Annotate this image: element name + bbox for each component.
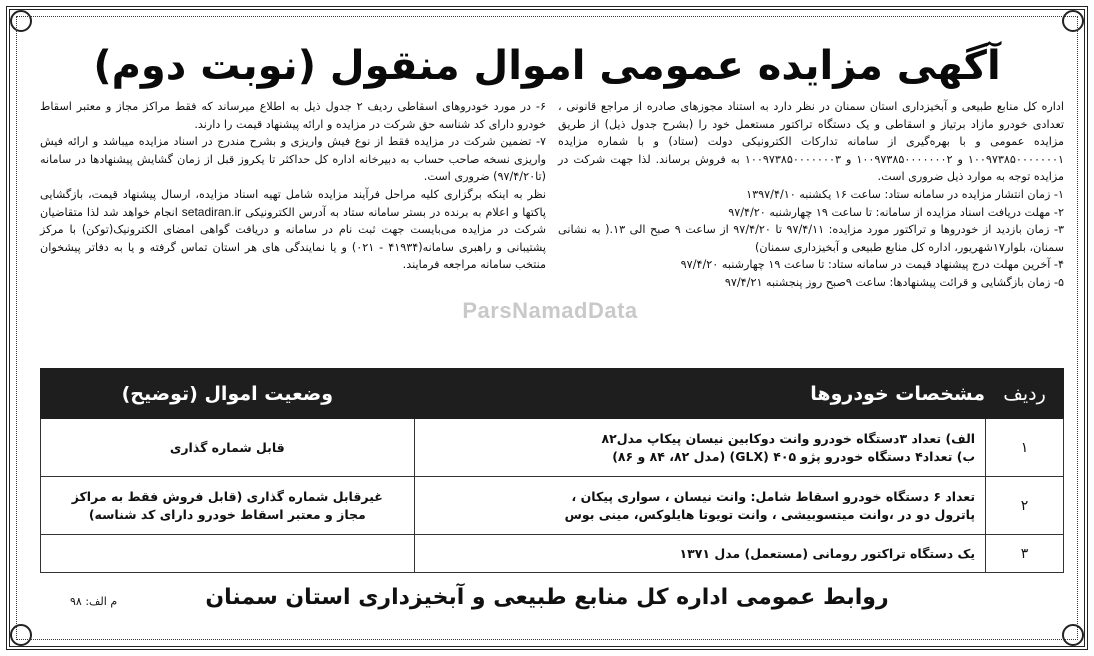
condition-item: ۳- زمان بازدید از خودروها و تراکتور مورد مزایده: ۹۷/۴/۱۱ تا ۹۷/۴/۲۰ از ساعت ۹ صبح الی ۱۳.( به نشانی سمنان، بلوار۱۷شهریور، اداره کل منابع طبیعی و آبخیزداری سمنان) — [558, 223, 1065, 254]
header-property-status: وضعیت اموال (توضیح) — [41, 369, 415, 419]
property-status — [41, 477, 415, 535]
vehicle-spec — [414, 535, 985, 573]
spec-line: پاترول دو در ،وانت میتسوبیشی ، وانت تویوتا هایلوکس، مینی بوس — [564, 506, 976, 522]
vehicle-spec — [414, 477, 985, 535]
header-vehicle-specs: مشخصات خودروها — [414, 369, 985, 419]
spec-line: الف) تعداد ۳دستگاه خودرو وانت دوکابین نیسان پیکاپ مدل۸۲ — [601, 430, 976, 446]
note-text: انجام خواهد شد لذا متقاضیان شرکت در مزایده می‌بایست جهت ثبت نام در سامانه و دریافت گواهی امضای الکترونیک(توکن) با مرکز پشتیبانی و راهبری سامانه(۴۱۹۳۴ - ۰۲۱) و یا نمایندگی های هر استان تماس گرفته و یا به دفاتر پیشخوان منتخب سامانه مراجعه فرمایند. — [40, 205, 546, 272]
ad-title: آگهی مزایده عمومی اموال منقول (نوبت دوم) — [93, 43, 1001, 89]
spec-line: تعداد ۶ دستگاه خودرو اسقاط شامل: وانت نیسان ، سواری پیکان ، — [571, 488, 976, 504]
property-status — [41, 419, 415, 477]
items-table — [40, 368, 1064, 573]
condition-item: ۲- مهلت دریافت اسناد مزایده از سامانه: تا ساعت ۱۹ چهارشنبه ۹۷/۴/۲۰ — [728, 205, 1064, 219]
status-line: مجاز و معتبر اسقاط خودرو دارای کد شناسه) — [88, 506, 366, 522]
table-header-row — [41, 369, 1064, 419]
registration-note — [40, 186, 546, 274]
table-row — [41, 535, 1064, 573]
spec-line: ب) تعداد۴ دستگاه خودرو پژو ۴۰۵ (GLX) (مدل ۸۲، ۸۴ و ۸۶) — [612, 448, 976, 464]
condition-item: ۴- آخرین مهلت درج پیشنهاد قیمت در سامانه ستاد: تا ساعت ۱۹ چهارشنبه ۹۷/۴/۲۰ — [680, 258, 1064, 272]
condition-item: ۷- تضمین شرکت در مزایده فقط از نوع فیش واریزی و بشرح مندرج در اسناد مزایده میباشد و ارائه فیش واریزی نسخه صاحب حساب به دبیرخانه اداره کل حداکثر تا یکروز قبل از زمان گشایش پیشنهادها در سامانه (تا۹۷/۴/۲۰) ضروری است. — [40, 135, 546, 184]
row-number: ۳ — [986, 535, 1064, 573]
row-number: ۲ — [986, 477, 1064, 535]
table-row — [41, 419, 1064, 477]
property-status — [41, 535, 415, 573]
condition-item: ۱- زمان انتشار مزایده در سامانه ستاد: ساعت ۱۶ یکشنبه ۱۳۹۷/۴/۱۰ — [746, 187, 1064, 201]
vehicle-spec — [414, 419, 985, 477]
spec-line: یک دستگاه تراکتور رومانی (مستعمل) مدل ۱۳۷۱ — [679, 545, 976, 561]
row-number: ۱ — [986, 419, 1064, 477]
note-text: نظر به اینکه برگزاری کلیه مراحل فرآیند مزایده شامل تهیه اسناد مزایده، ارسال پیشنهاد قیمت، بازگشایی پاکتها و اعلام به برنده در بستر سامانه ستاد به آدرس الکترونیکی — [40, 187, 547, 219]
publication-code: م الف: ۹۸ — [70, 595, 118, 608]
header-row-number: ردیف — [986, 369, 1064, 419]
condition-item: ۵- زمان بازگشایی و قرائت پیشنهادها: ساعت ۹صبح روز پنجشنبه ۹۷/۴/۲۱ — [724, 275, 1064, 289]
footer-signature: روابط عمومی اداره کل منابع طبیعی و آبخیزداری استان سمنان — [205, 585, 889, 610]
condition-item: ۶- در مورد خودروهای اسقاطی ردیف ۲ جدول ذیل به اطلاع میرساند که فقط مراکز مجاز و معتبر اسقاط خودرو دارای کد شناسه حق شرکت در مزایده و ارائه پیشنهاد قیمت را دارند. — [40, 100, 546, 131]
setad-website: setadiran.ir — [181, 204, 242, 219]
watermark: ParsNamadData — [462, 298, 638, 323]
intro-paragraph: اداره کل منابع طبیعی و آبخیزداری استان سمنان در نظر دارد به استناد مجوزهای صادره از مراجع قانونی ، تعدادی خودرو مازاد برتیاز و اسقاطی و یک دستگاه تراکتور مستعمل خود را (بشرح جدول ذیل) از طریق مزایده عمومی و با بهره‌گیری از سامانه تدارکات الکترونیکی دولت (ستاد) و با شماره مزایده ۱۰۰۹۷۳۸۵۰۰۰۰۰۰۰۱ و ۱۰۰۹۷۳۸۵۰۰۰۰۰۰۰۲ و ۱۰۰۹۷۳۸۵۰۰۰۰۰۰۰۳ به فروش برساند. لذا جهت شرکت در مزایده توجه به موارد ذیل ضروری است. — [558, 100, 1065, 184]
status-line: غیرقابل شماره گذاری (قابل فروش فقط به مراکز — [71, 488, 383, 504]
table-row — [41, 477, 1064, 535]
status-line: قابل شماره گذاری — [169, 439, 285, 455]
